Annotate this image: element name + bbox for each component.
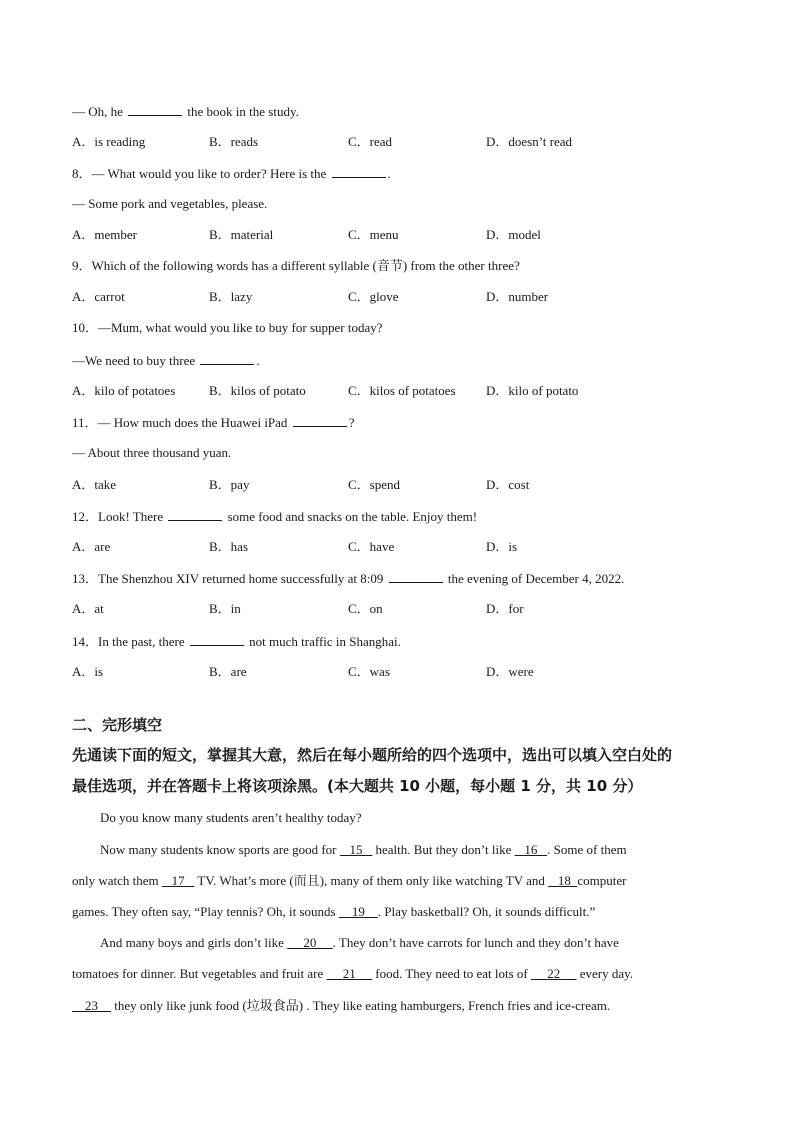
option-c[interactable]: C．spend	[348, 477, 401, 492]
blank-number: 23	[85, 998, 98, 1013]
passage-line-4	[72, 904, 595, 920]
stem-text: —We need to buy three	[72, 353, 199, 368]
option-b[interactable]: B．are	[209, 664, 247, 679]
stem-text: 8．— What would you like to order? Here is the	[72, 166, 330, 181]
option-c[interactable]: C．on	[348, 601, 383, 616]
blank-number: 16	[524, 842, 538, 857]
option-a[interactable]: A．is reading	[72, 134, 146, 149]
option-d[interactable]: D．model	[486, 227, 541, 242]
question-13-stem	[72, 570, 624, 587]
passage-text: Now many students know sports are good for	[100, 842, 340, 857]
passage-text: games. They often say, “Play tennis? Oh, it sounds	[72, 904, 339, 919]
passage-text: . Some of them	[547, 842, 627, 857]
cloze-blank-15	[340, 842, 373, 857]
section-instructions-line-1: 先通读下面的短文，掌握其大意，然后在每小题所给的四个选项中，选出可以填入空白处的	[72, 746, 673, 764]
option-b[interactable]: B．in	[209, 601, 241, 616]
answer-blank	[332, 165, 386, 178]
option-d[interactable]: D．number	[486, 289, 549, 304]
stem-text: the evening of December 4, 2022.	[444, 571, 625, 586]
question-11-response: — About three thousand yuan.	[72, 445, 232, 460]
blank-number: 22	[547, 966, 561, 981]
option-b[interactable]: B．kilos of potato	[209, 383, 306, 398]
option-a[interactable]: A．are	[72, 539, 111, 554]
option-c[interactable]: C．have	[348, 539, 395, 554]
passage-text: And many boys and girls don’t like	[100, 935, 288, 950]
stem-text: 14．In the past, there	[72, 634, 188, 649]
passage-text: health. But they don’t like	[372, 842, 515, 857]
option-a[interactable]: A．carrot	[72, 289, 125, 304]
option-c[interactable]: C．read	[348, 134, 393, 149]
option-a[interactable]: A．kilo of potatoes	[72, 383, 176, 398]
cloze-blank-21	[327, 966, 373, 981]
passage-line-5	[100, 935, 619, 951]
question-10-response	[72, 352, 260, 369]
option-b[interactable]: B．has	[209, 539, 249, 554]
passage-line-1: Do you know many students aren’t healthy today?	[100, 810, 362, 825]
stem-text: .	[387, 166, 391, 181]
cloze-blank-16	[515, 842, 548, 857]
passage-line-3	[72, 873, 626, 889]
passage-text: . Play basketball? Oh, it sounds difficult.”	[377, 904, 596, 919]
stem-text: — Oh, he	[72, 104, 127, 119]
blank-number: 18	[557, 873, 571, 888]
passage-line-6	[72, 966, 633, 982]
answer-blank	[168, 508, 222, 521]
option-d[interactable]: D．doesn’t read	[486, 134, 573, 149]
passage-text: only watch them	[72, 873, 162, 888]
passage-text: . They don’t have carrots for lunch and they don’t have	[332, 935, 619, 950]
cloze-blank-19	[339, 904, 378, 919]
option-b[interactable]: B．reads	[209, 134, 259, 149]
cloze-blank-18	[548, 873, 577, 888]
blank-number: 20	[303, 935, 317, 950]
cloze-blank-23	[72, 998, 111, 1013]
passage-text: they only like junk food (垃圾食品) . They like eating hamburgers, French fries and ice-cream.	[111, 998, 611, 1013]
answer-blank	[190, 633, 244, 646]
question-10-stem: 10．—Mum, what would you like to buy for supper today?	[72, 320, 383, 335]
answer-blank	[293, 414, 347, 427]
option-c[interactable]: C．menu	[348, 227, 399, 242]
blank-number: 15	[349, 842, 363, 857]
option-c[interactable]: C．was	[348, 664, 390, 679]
passage-text: TV. What’s more (而且), many of them only like watching TV and	[194, 873, 549, 888]
stem-text: 12．Look! There	[72, 509, 167, 524]
passage-line-2	[100, 842, 627, 858]
passage-text: tomatoes for dinner. But vegetables and fruit are	[72, 966, 327, 981]
blank-number: 21	[342, 966, 356, 981]
blank-number: 19	[351, 904, 365, 919]
passage-text: food. They need to eat lots of	[372, 966, 531, 981]
option-d[interactable]: D．for	[486, 601, 524, 616]
answer-blank	[389, 570, 443, 583]
option-b[interactable]: B．material	[209, 227, 274, 242]
question-8-response: — Some pork and vegetables, please.	[72, 196, 268, 211]
stem-text: 13．The Shenzhou XIV returned home successfully at 8:09	[72, 571, 387, 586]
option-a[interactable]: A．is	[72, 664, 104, 679]
question-9-stem: 9．Which of the following words has a different syllable (音节) from the other three?	[72, 258, 520, 273]
section-instructions-line-2: 最佳选项，并在答题卡上将该项涂黑。(本大题共 10 小题，每小题 1 分，共 10 分）	[72, 777, 643, 795]
answer-blank	[200, 352, 254, 365]
option-a[interactable]: A．at	[72, 601, 104, 616]
passage-text: every day.	[576, 966, 634, 981]
stem-text: the book in the study.	[184, 104, 299, 119]
option-c[interactable]: C．kilos of potatoes	[348, 383, 456, 398]
answer-blank	[128, 103, 182, 116]
section-title: 二、完形填空	[72, 716, 163, 734]
option-c[interactable]: C．glove	[348, 289, 399, 304]
option-b[interactable]: B．pay	[209, 477, 250, 492]
question-12-stem	[72, 508, 477, 525]
stem-text: some food and snacks on the table. Enjoy them!	[224, 509, 478, 524]
question-7-stem	[72, 103, 299, 120]
option-d[interactable]: D．cost	[486, 477, 530, 492]
passage-text: computer	[577, 873, 627, 888]
option-a[interactable]: A．take	[72, 477, 117, 492]
question-8-stem	[72, 165, 391, 182]
passage-line-7	[72, 998, 610, 1014]
question-14-stem	[72, 633, 401, 650]
option-d[interactable]: D．were	[486, 664, 534, 679]
stem-text: .	[256, 353, 260, 368]
option-b[interactable]: B．lazy	[209, 289, 253, 304]
option-d[interactable]: D．is	[486, 539, 518, 554]
stem-text: 11．— How much does the Huawei iPad	[72, 415, 291, 430]
stem-text: ?	[348, 415, 355, 430]
cloze-blank-20	[287, 935, 333, 950]
option-d[interactable]: D．kilo of potato	[486, 383, 579, 398]
option-a[interactable]: A．member	[72, 227, 137, 242]
question-11-stem	[72, 414, 354, 431]
cloze-blank-17	[162, 873, 195, 888]
stem-text: not much traffic in Shanghai.	[245, 634, 401, 649]
blank-number: 17	[171, 873, 185, 888]
cloze-blank-22	[531, 966, 577, 981]
